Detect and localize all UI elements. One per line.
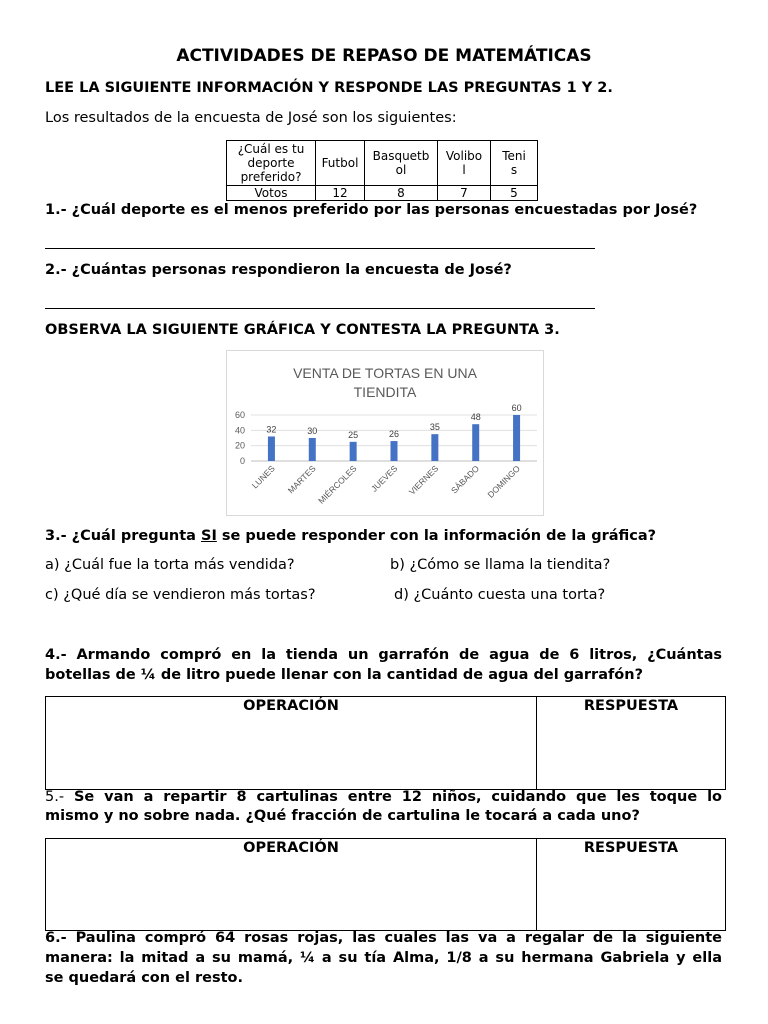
data-label: 32 [266,424,277,435]
survey-table [226,140,538,201]
votes-tenis: 5 [491,186,538,201]
answer-cell-4[interactable]: RESPUESTA [537,697,726,790]
data-label: 30 [307,426,318,436]
bar-jueves [391,441,398,461]
y-tick-label: 20 [234,440,245,451]
bar-sábado [472,424,479,461]
data-label: 35 [429,422,440,433]
work-table-5 [45,838,726,931]
survey-question-line: ¿Cuál es tu [237,142,305,156]
chart-plot [235,403,537,506]
x-tick-label: SÁBADO [448,463,482,496]
sport-label: Teni [502,149,526,163]
instruction-2: OBSERVA LA SIGUIENTE GRÁFICA Y CONTESTA LA PREGUNTA 3. [45,322,560,338]
x-tick-label: LUNES [249,463,277,491]
survey-header-row [227,141,538,186]
sport-tenis [491,141,538,186]
survey-question-line: preferido? [240,170,302,184]
data-label: 25 [348,429,359,440]
data-label: 60 [511,403,522,413]
question-1: 1.- ¿Cuál deporte es el menos preferido por las personas encuestadas por José? [45,202,698,218]
question-5-line-1 [45,789,722,805]
bar-lunes [268,436,275,461]
sport-label: Basquetb [372,149,430,163]
option-c: c) ¿Qué día se vendieron más tortas? [45,587,316,603]
question-5-number: 5.- [45,789,65,805]
instruction-1: LEE LA SIGUIENTE INFORMACIÓN Y RESPONDE LAS PREGUNTAS 1 Y 2. [45,80,613,96]
sport-label: ol [395,163,407,177]
x-tick-label: DOMINGO [485,463,522,500]
y-tick-label: 0 [239,456,245,466]
work-table-4 [45,696,726,790]
y-tick-label: 60 [234,410,245,420]
sport-label: s [510,163,518,177]
bar-domingo [513,415,520,461]
sport-volibol [438,141,491,186]
question-4-line-1: 4.- Armando compró en la tienda un garrafón de agua de 6 litros, ¿Cuántas [45,647,722,663]
votes-label: Votos [227,186,316,201]
chart-title-line-1: VENTA DE TORTAS EN UNA [293,365,477,381]
chart-svg [227,351,543,515]
tortas-chart [226,350,544,516]
answer-cell-5[interactable]: RESPUESTA [537,839,726,931]
question-3-emphasis: SI [201,528,217,544]
bar-martes [309,438,316,461]
votes-basquetbol: 8 [365,186,438,201]
x-tick-label: MIÉRCOLES [316,463,359,506]
question-3-pre: 3.- ¿Cuál pregunta [45,528,201,544]
data-label: 26 [388,429,400,440]
survey-question-line: deporte [247,156,295,170]
answer-line-2[interactable] [45,308,595,309]
sport-futbol [316,141,365,186]
sport-label: Futbol [321,156,359,170]
survey-question-cell [227,141,316,186]
bar-miércoles [350,442,357,461]
chart-title-line-2: TIENDITA [353,384,417,400]
question-6-line-1: 6.- Paulina compró 64 rosas rojas, las cuales las va a regalar de la siguiente [45,930,722,946]
sport-basquetbol [365,141,438,186]
operation-cell-4[interactable]: OPERACIÓN [46,697,537,790]
answer-line-1[interactable] [45,248,595,249]
x-tick-label: VIERNES [406,463,441,497]
question-5-line-2: mismo y no sobre nada. ¿Qué fracción de cartulina le tocará a cada uno? [45,808,640,824]
question-6-line-3: se quedará con el resto. [45,970,243,986]
bar-viernes [431,434,438,461]
option-d: d) ¿Cuánto cuesta una torta? [394,587,606,603]
page-title: ACTIVIDADES DE REPASO DE MATEMÁTICAS [176,46,592,66]
question-3-post: se puede responder con la información de la gráfica? [216,528,657,544]
question-4-line-2: botellas de ¼ de litro puede llenar con la cantidad de agua del garrafón? [45,667,643,683]
option-b: b) ¿Cómo se llama la tiendita? [390,557,611,573]
operation-cell-5[interactable]: OPERACIÓN [46,839,537,931]
question-2: 2.- ¿Cuántas personas respondieron la encuesta de José? [45,262,512,278]
option-a: a) ¿Cuál fue la torta más vendida? [45,557,295,573]
question-5-text: Se van a repartir 8 cartulinas entre 12 niños, cuidando que les toque lo [64,789,722,805]
survey-votes-row [227,186,538,201]
data-label: 48 [470,412,481,423]
question-6-line-2: manera: la mitad a su mamá, ¼ a su tía Alma, 1/8 a su hermana Gabriela y ella [45,950,722,966]
votes-futbol: 12 [316,186,365,201]
sport-label: l [462,163,466,177]
y-tick-label: 40 [234,425,245,436]
sport-label: Volibo [445,149,483,163]
votes-volibol: 7 [438,186,491,201]
x-tick-label: JUEVES [368,463,400,494]
question-3 [45,528,656,544]
survey-intro: Los resultados de la encuesta de José son los siguientes: [45,110,457,126]
x-tick-label: MARTES [285,463,318,496]
